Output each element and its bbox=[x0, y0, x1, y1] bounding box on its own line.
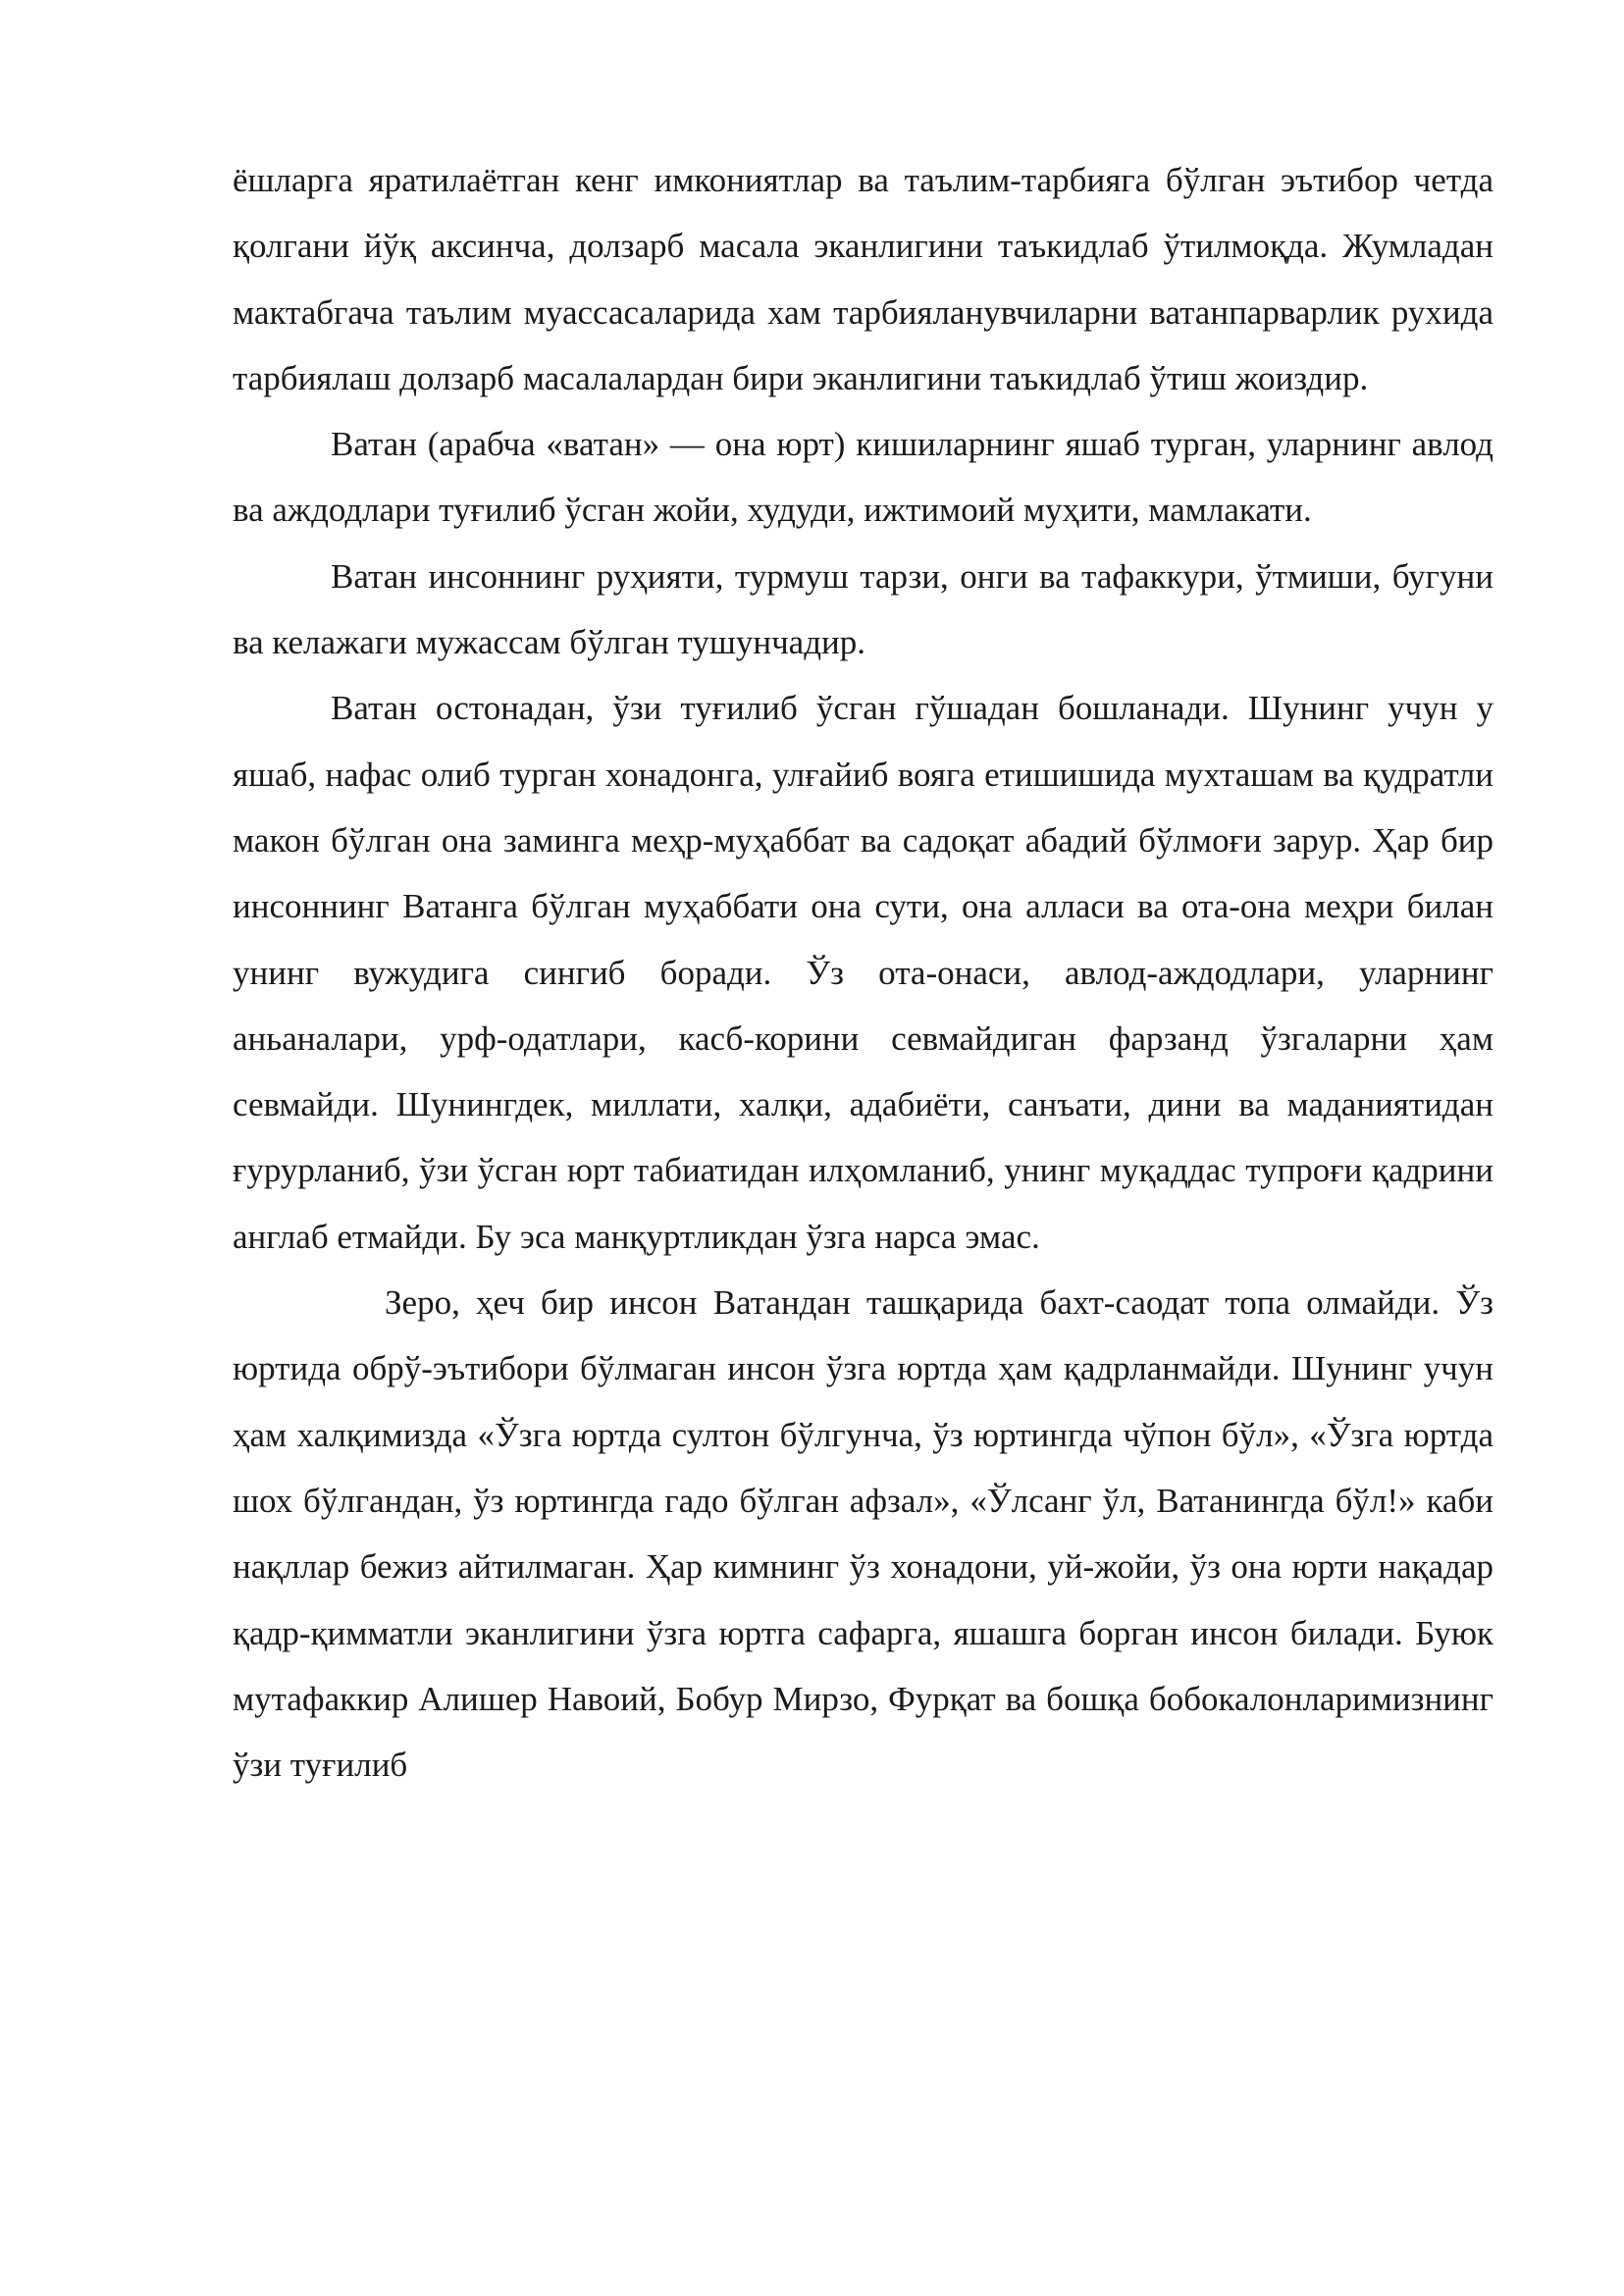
paragraph-continuation: ёшларга яратилаётган кенг имкониятлар ва таълим-тарбияга бўлган эътибор четда қолгани йўқ аксинча, долзарб масала эканлигини таъкидлаб ўтилмоқда. Жумладан мактабгача таълим муассасаларида хам тарбияланувчиларни ватанпарварлик рухида тарбиялаш долзарб масалалардан бири эканлигини таъкидлаб ўтиш жоиздир. bbox=[233, 161, 1493, 397]
body-text bbox=[233, 147, 1493, 1798]
paragraph-zero: Зеро, ҳеч бир инсон Ватандан ташқарида бахт-саодат топа олмайди. Ўз юртида обрў-эътибори бўлмаган инсон ўзга юртда ҳам қадрланмайди. Шунинг учун ҳам халқимизда «Ўзга юртда султон бўлгунча, ўз юртингда чўпон бўл», «Ўзга юртда шох бўлгандан, ўз юртингда гадо бўлган афзал», «Ўлсанг ўл, Ватанингда бўл!» каби нақллар бежиз айтилмаган. Ҳар кимнинг ўз хонадони, уй-жойи, ўз она юрти нақадар қадр-қимматли эканлигини ўзга юртга сафарга, яшашга борган инсон билади. Буюк мутафаккир Алишер Навоий, Бобур Мирзо, Фурқат ва бошқа бобокалонларимизнинг ўзи туғилиб bbox=[233, 1283, 1493, 1785]
paragraph-vatan-definition: Ватан (арабча «ватан» — она юрт) кишиларнинг яшаб турган, уларнинг авлод ва аждодлари туғилиб ўсган жойи, худуди, ижтимоий муҳити, мамлакати. bbox=[233, 425, 1493, 530]
paragraph-vatan-concept: Ватан инсоннинг руҳияти, турмуш тарзи, онги ва тафаккури, ўтмиши, бугуни ва келажаги мужассам бўлган тушунчадир. bbox=[233, 556, 1493, 662]
paragraph-vatan-home: Ватан остонадан, ўзи туғилиб ўсган гўшадан бошланади. Шунинг учун у яшаб, нафас олиб турган хонадонга, улғайиб вояга етишишида мухташам ва қудратли макон бўлган она заминга меҳр-муҳаббат ва садоқат абадий бўлмоғи зарур. Ҳар бир инсоннинг Ватанга бўлган муҳаббати она сути, она алласи ва ота-она меҳри билан унинг вужудига сингиб боради. Ўз ота-онаси, авлод-аждодлари, уларнинг аньаналари, урф-одатлари, касб-корини севмайдиган фарзанд ўзгаларни ҳам севмайди. Шунингдек, миллати, халқи, адабиёти, санъати, дини ва маданиятидан ғурурланиб, ўзи ўсган юрт табиатидан илҳомланиб, унинг муқаддас тупроғи қадрини англаб етмайди. Бу эса манқуртликдан ўзга нарса эмас. bbox=[233, 689, 1493, 1256]
